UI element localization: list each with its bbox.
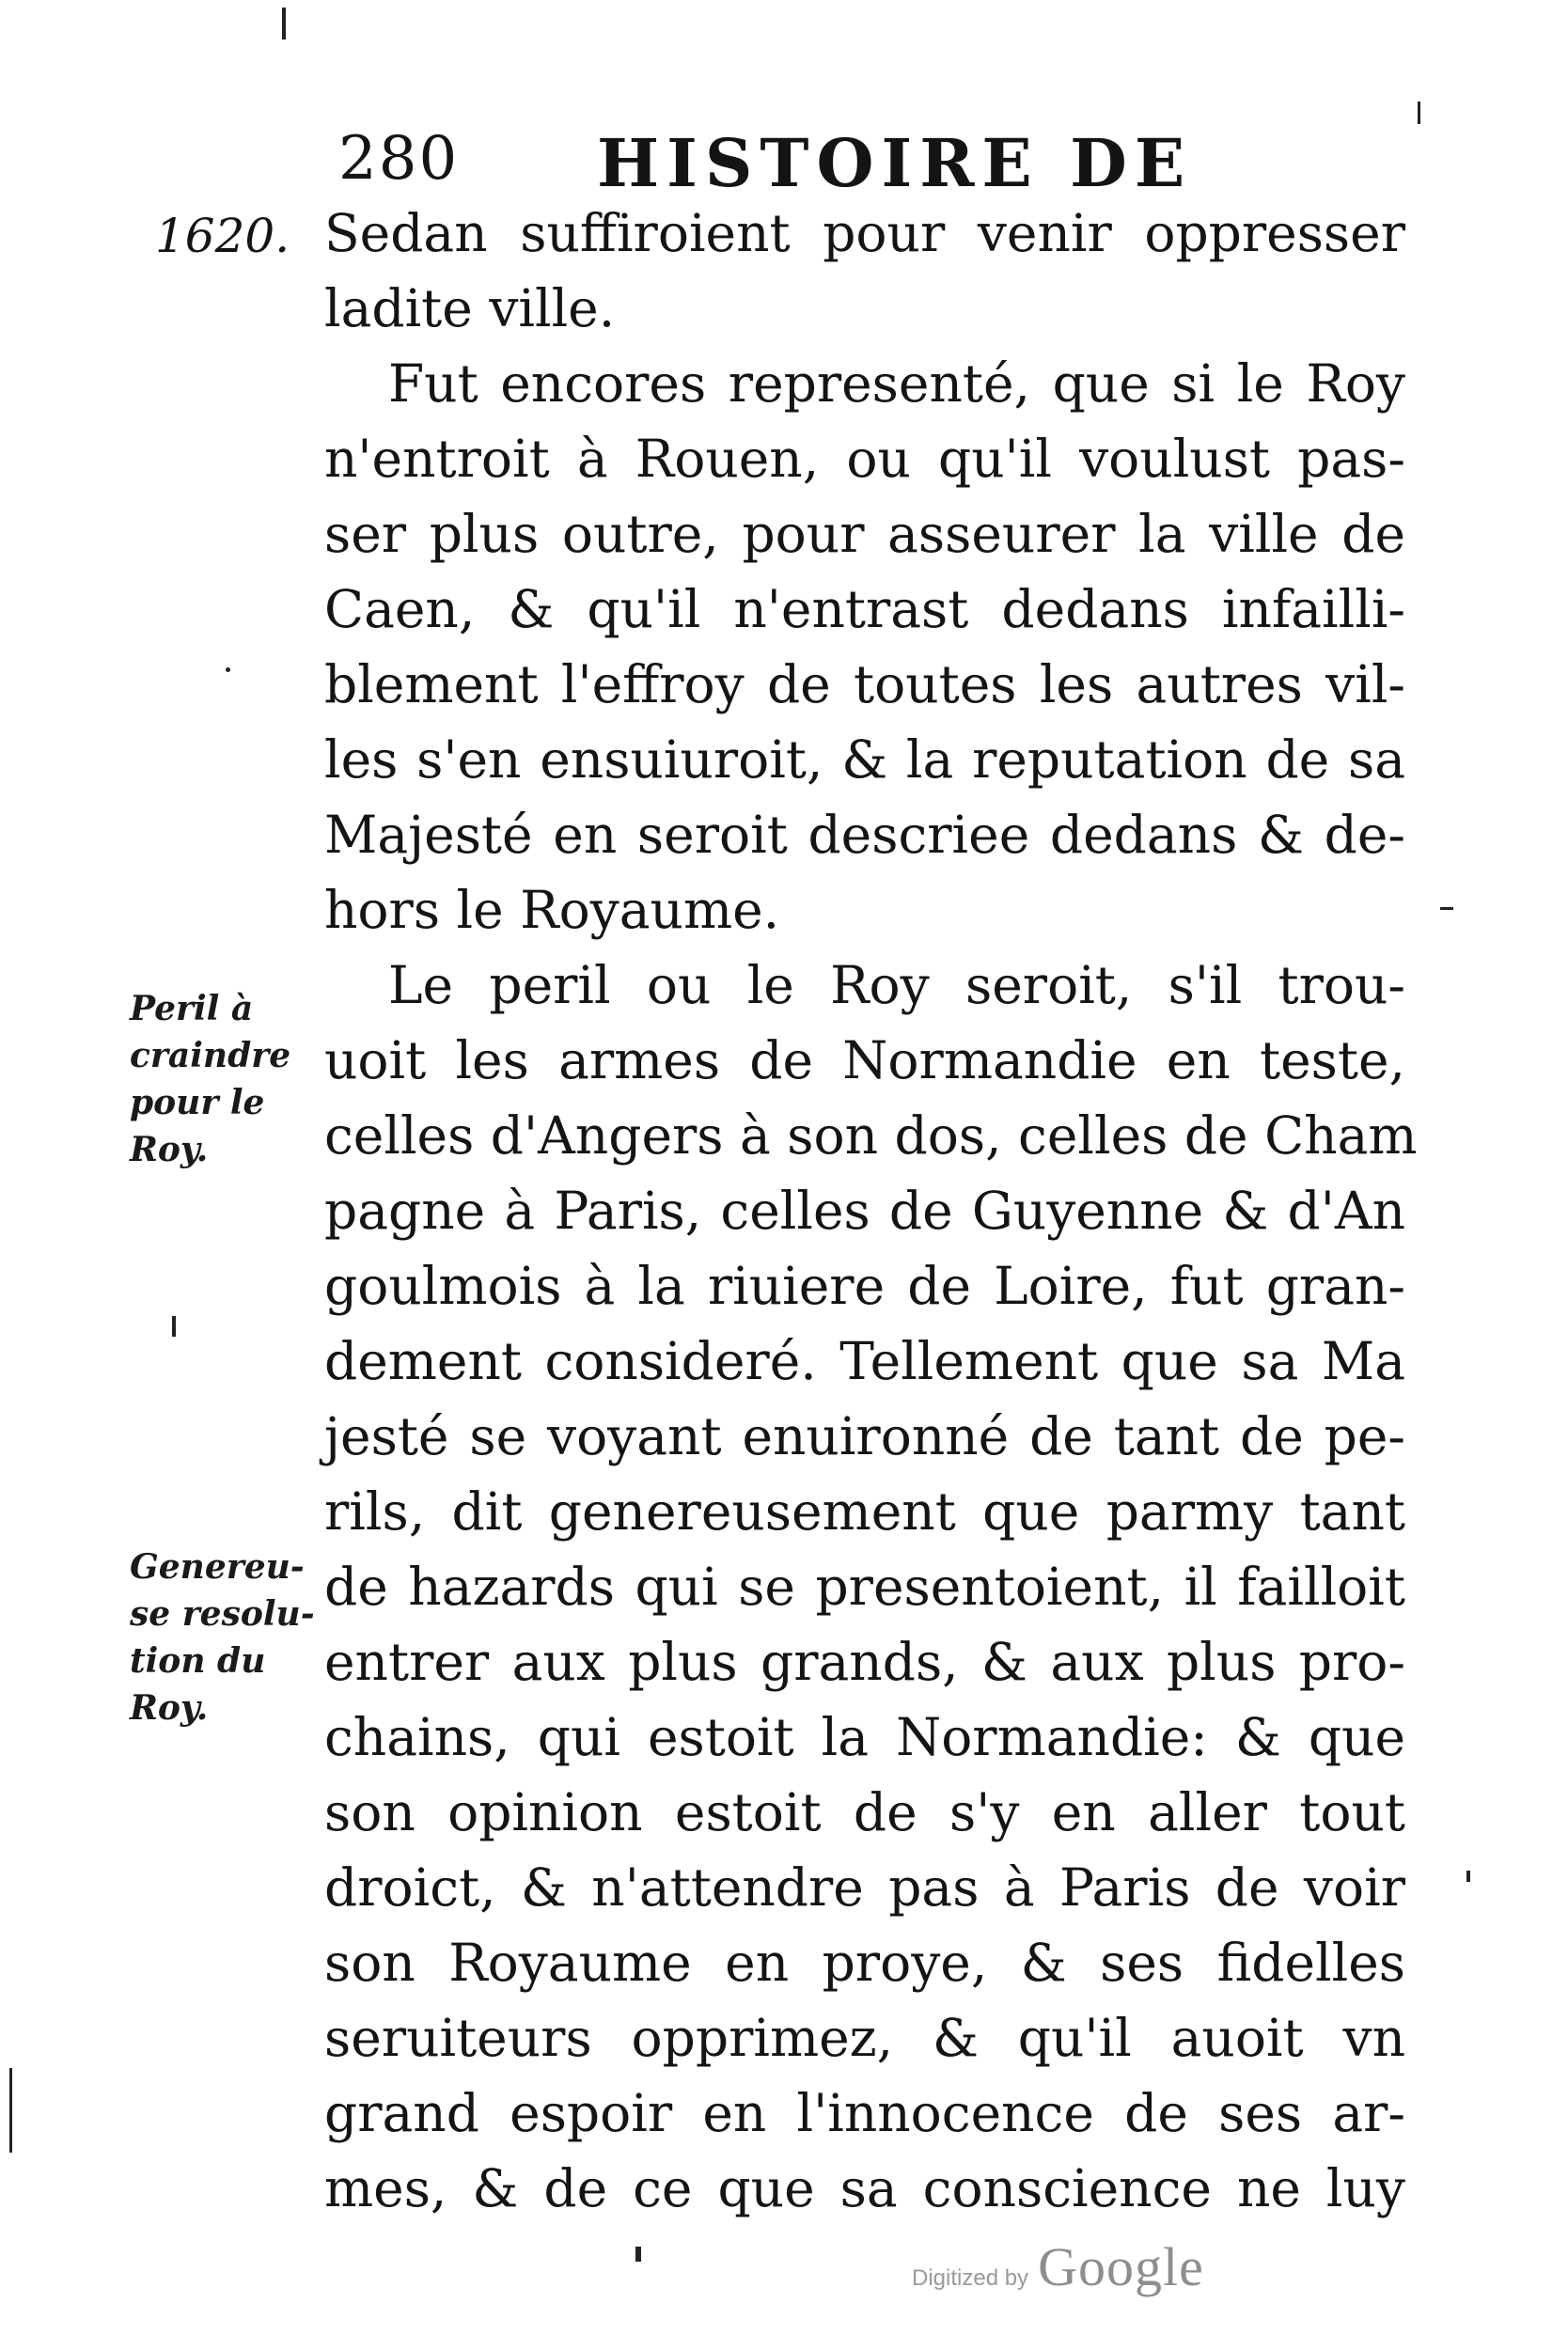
- margin-note-resolution: [130, 1543, 318, 1731]
- page-number: 280: [338, 124, 460, 194]
- text-line: Caen, & qu'il n'entrast dedans infailli-: [324, 579, 1405, 639]
- text-line: les s'en ensuiuroit, & la reputation de sa: [324, 729, 1405, 790]
- text-line: grand espoir en l'innocence de ses ar-: [324, 2083, 1405, 2143]
- google-watermark: [912, 2235, 1204, 2301]
- text-line: hors le Royaume.: [324, 880, 780, 940]
- text-line: celles d'Angers à son dos, celles de Cham: [324, 1105, 1418, 1166]
- text-line: ladite ville.: [324, 278, 616, 338]
- margin-note-line: Genereu-: [130, 1547, 305, 1587]
- margin-note-line: Roy.: [130, 1130, 209, 1169]
- scan-speck: [9, 2068, 12, 2153]
- margin-note-line: tion du: [130, 1641, 266, 1681]
- text-line: chains, qui estoit la Normandie: & que: [324, 1707, 1405, 1767]
- text-line: blement l'effroy de toutes les autres vil-: [324, 654, 1405, 714]
- text-line: Majesté en seroit descriee dedans & de-: [324, 805, 1405, 865]
- text-line: Le peril ou le Roy seroit, s'il trou-: [388, 955, 1405, 1015]
- text-line: goulmois à la riuiere de Loire, fut gran-: [324, 1256, 1405, 1316]
- margin-note-line: Peril à: [130, 989, 254, 1028]
- text-line: rils, dit genereusement que parmy tant: [324, 1481, 1405, 1542]
- text-line: seruiteurs opprimez, & qu'il auoit vn: [324, 2008, 1405, 2068]
- text-line: jesté se voyant enuironné de tant de pe-: [324, 1406, 1405, 1466]
- margin-note-line: se resolu-: [130, 1594, 315, 1634]
- scan-speck: [282, 8, 286, 39]
- scan-speck: [1440, 907, 1453, 910]
- margin-note-line: pour le: [130, 1083, 265, 1122]
- text-line: uoit les armes de Normandie en teste,: [324, 1030, 1405, 1090]
- text-line: son Royaume en proye, & ses fidelles: [324, 1933, 1405, 1993]
- margin-note-peril: [130, 985, 318, 1173]
- running-title: HISTOIRE DE: [597, 124, 1193, 202]
- digitized-label: Digitized by: [912, 2265, 1029, 2291]
- margin-year: 1620.: [155, 209, 290, 263]
- text-line: ser plus outre, pour asseurer la ville de: [324, 504, 1405, 564]
- text-line: Sedan suffiroient pour venir oppresser: [324, 203, 1405, 263]
- text-line: pagne à Paris, celles de Guyenne & d'An: [324, 1181, 1405, 1241]
- margin-note-line: Roy.: [130, 1688, 209, 1728]
- scan-speck: [172, 1316, 176, 1337]
- scan-speck: [635, 2247, 641, 2262]
- body-text: [324, 196, 1418, 2226]
- text-line: de hazards qui se presentoient, il failloit: [324, 1557, 1405, 1617]
- text-line: droict, & n'attendre pas à Paris de voir: [324, 1857, 1405, 1918]
- text-line: dement consideré. Tellement que sa Ma: [324, 1331, 1405, 1391]
- margin-note-line: craindre: [130, 1036, 291, 1075]
- text-line: entrer aux plus grands, & aux plus pro-: [324, 1632, 1405, 1692]
- text-line: n'entroit à Rouen, ou qu'il voulust pas-: [324, 429, 1405, 489]
- scan-speck: [226, 667, 230, 672]
- google-brand: Google: [1038, 2236, 1204, 2297]
- text-line: Fut encores representé, que si le Roy: [388, 353, 1405, 414]
- scan-speck: [1466, 1871, 1470, 1882]
- text-line: son opinion estoit de s'y en aller tout: [324, 1782, 1405, 1842]
- text-line: mes, & de ce que sa conscience ne luy: [324, 2158, 1405, 2218]
- scan-speck: [1418, 102, 1420, 124]
